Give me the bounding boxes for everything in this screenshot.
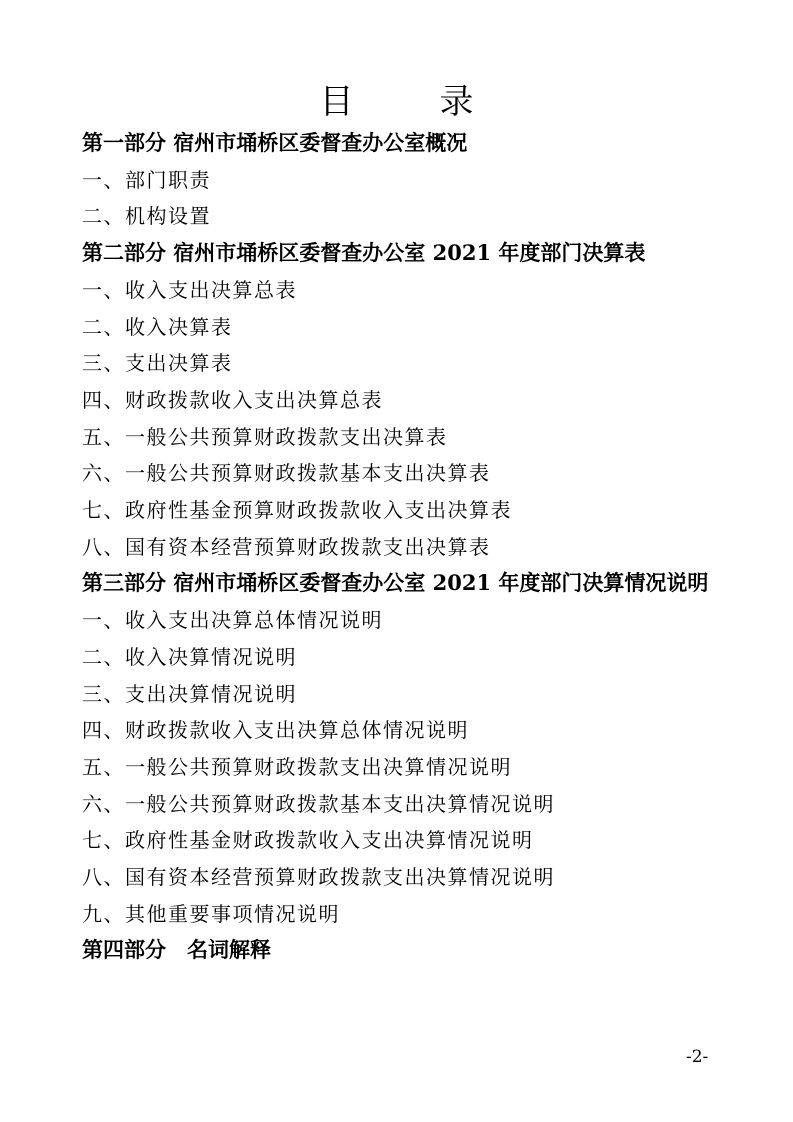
part-1-heading: 第一部分 宿州市埇桥区委督查办公室概况 bbox=[82, 130, 468, 155]
toc-item: 一、收入支出决算总体情况说明 bbox=[82, 608, 383, 633]
toc-item: 六、一般公共预算财政拨款基本支出决算表 bbox=[82, 461, 491, 486]
page-number: -2- bbox=[686, 1047, 709, 1067]
toc-item: 三、支出决算表 bbox=[82, 351, 233, 376]
toc-item: 二、收入决算表 bbox=[82, 314, 233, 339]
toc-item: 九、其他重要事项情况说明 bbox=[82, 901, 340, 926]
toc-item: 五、一般公共预算财政拨款支出决算表 bbox=[82, 424, 448, 449]
toc-item: 二、机构设置 bbox=[82, 204, 211, 229]
toc-item: 五、一般公共预算财政拨款支出决算情况说明 bbox=[82, 754, 512, 779]
part-2-heading: 第二部分 宿州市埇桥区委督查办公室 2021 年度部门决算表 bbox=[82, 240, 646, 266]
page-title: 目 录 bbox=[319, 82, 500, 122]
toc-item: 三、支出决算情况说明 bbox=[82, 681, 297, 706]
part-4-heading: 第四部分 名词解释 bbox=[82, 937, 271, 963]
toc-item: 六、一般公共预算财政拨款基本支出决算情况说明 bbox=[82, 791, 555, 816]
part-3-heading: 第三部分 宿州市埇桥区委督查办公室 2021 年度部门决算情况说明 bbox=[82, 570, 709, 596]
toc-item: 一、收入支出决算总表 bbox=[82, 277, 297, 302]
toc-item: 四、财政拨款收入支出决算总表 bbox=[82, 387, 383, 412]
toc-item: 八、国有资本经营预算财政拨款支出决算表 bbox=[82, 534, 491, 559]
table-of-contents bbox=[82, 125, 722, 969]
toc-item: 二、收入决算情况说明 bbox=[82, 644, 297, 669]
toc-item: 八、国有资本经营预算财政拨款支出决算情况说明 bbox=[82, 865, 555, 890]
toc-item: 七、政府性基金财政拨款收入支出决算情况说明 bbox=[82, 828, 534, 853]
toc-item: 四、财政拨款收入支出决算总体情况说明 bbox=[82, 718, 469, 743]
toc-item: 一、部门职责 bbox=[82, 167, 211, 192]
toc-item: 七、政府性基金预算财政拨款收入支出决算表 bbox=[82, 498, 512, 523]
